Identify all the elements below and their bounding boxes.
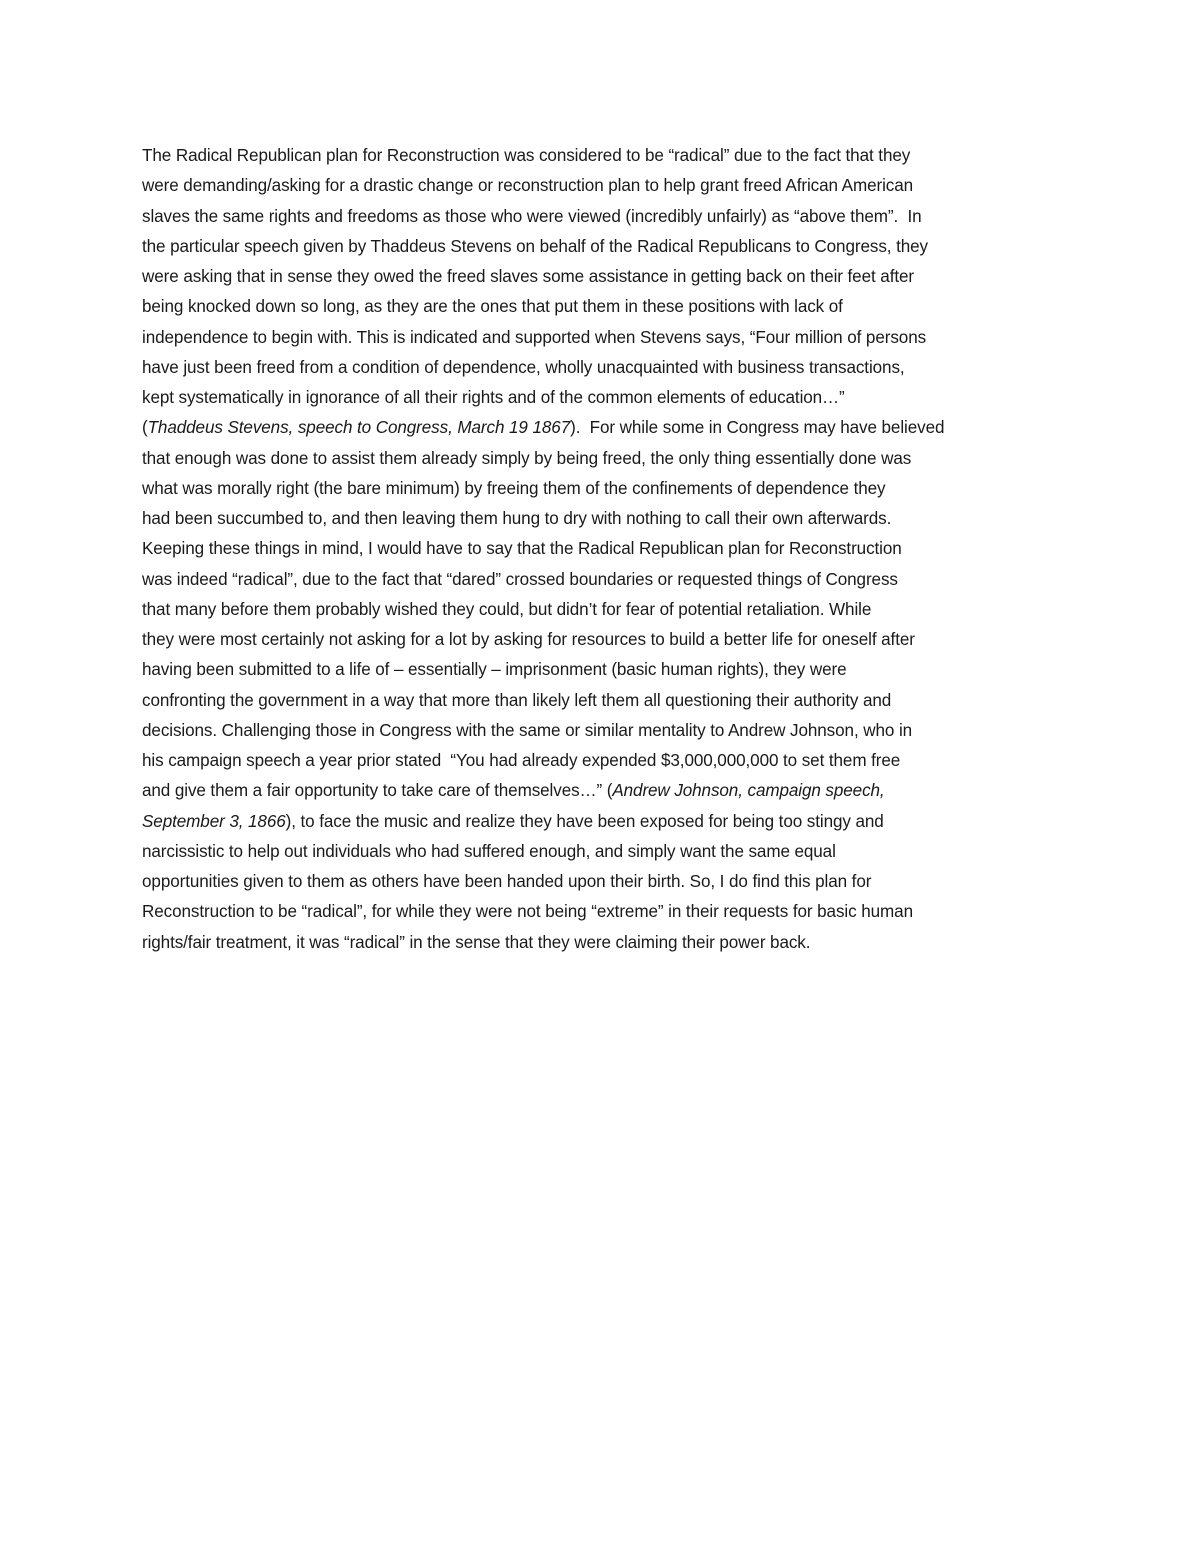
body-text: opportunities given to them as others have been handed upon their birth. So, I do find this plan for <box>142 872 872 891</box>
body-text: was indeed “radical”, due to the fact that “dared” crossed boundaries or requested things of Congress <box>142 569 898 589</box>
text-line <box>142 292 1082 322</box>
text-line <box>142 474 1082 504</box>
body-text: the particular speech given by Thaddeus Stevens on behalf of the Radical Republicans to Congress, they <box>142 236 928 256</box>
body-text: Keeping these things in mind, I would have to say that the Radical Republican plan for Reconstruction <box>142 539 902 559</box>
body-text: had been succumbed to, and then leaving them hung to dry with nothing to call their own afterwards. <box>142 509 892 528</box>
text-line <box>142 262 1082 292</box>
body-text: what was morally right (the bare minimum) by freeing them of the confinements of dependence they <box>142 478 886 498</box>
body-text: they were most certainly not asking for a lot by asking for resources to build a better life for oneself after <box>142 630 915 649</box>
body-text: were demanding/asking for a drastic change or reconstruction plan to help grant freed African American <box>142 176 914 196</box>
body-text: were asking that in sense they owed the freed slaves some assistance in getting back on their feet after <box>142 267 915 286</box>
text-line <box>142 323 1082 353</box>
text-line <box>142 655 1082 685</box>
essay-paragraph <box>142 141 1082 958</box>
text-line <box>142 534 1082 564</box>
text-line <box>142 353 1082 383</box>
text-line <box>142 897 1082 927</box>
body-text: decisions. Challenging those in Congress with the same or similar mentality to Andrew Johnson, who in <box>142 720 913 740</box>
body-text: independence to begin with. This is indicated and supported when Stevens says, “Four million of persons <box>142 327 927 347</box>
body-text: rights/fair treatment, it was “radical” in the sense that they were claiming their power back. <box>142 932 811 952</box>
text-line <box>142 171 1082 201</box>
body-text: ( <box>142 418 148 438</box>
citation-text: Andrew Johnson, campaign speech, <box>612 781 885 801</box>
text-line <box>142 776 1082 806</box>
text-line <box>142 202 1082 232</box>
text-line <box>142 928 1082 958</box>
body-text: Reconstruction to be “radical”, for while they were not being “extreme” in their requests for basic human <box>142 902 914 922</box>
citation-text: September 3, 1866 <box>142 811 286 831</box>
body-text: slaves the same rights and freedoms as those who were viewed (incredibly unfairly) as “above them”. In <box>142 206 922 226</box>
text-line <box>142 141 1082 171</box>
citation-text: Thaddeus Stevens, speech to Congress, March 19 1867 <box>147 418 571 438</box>
text-line <box>142 595 1082 625</box>
body-text: have just been freed from a condition of dependence, wholly unacquainted with business transactions, <box>142 357 905 377</box>
body-text: his campaign speech a year prior stated “You had already expended $3,000,000,000 to set them free <box>142 751 901 770</box>
text-line <box>142 686 1082 716</box>
body-text: that enough was done to assist them already simply by being freed, the only thing essentially done was <box>142 448 912 468</box>
body-text: The Radical Republican plan for Reconstruction was considered to be “radical” due to the fact that they <box>142 146 911 165</box>
body-text: ). For while some in Congress may have believed <box>570 418 945 438</box>
text-line <box>142 232 1082 262</box>
text-line <box>142 837 1082 867</box>
text-line <box>142 565 1082 595</box>
text-line <box>142 807 1082 837</box>
text-line <box>142 746 1082 776</box>
text-line <box>142 383 1082 413</box>
body-text: having been submitted to a life of – essentially – imprisonment (basic human rights), they were <box>142 660 847 680</box>
body-text: and give them a fair opportunity to take care of themselves…” ( <box>142 781 613 801</box>
body-text: ), to face the music and realize they have been exposed for being too stingy and <box>285 811 884 831</box>
body-text: confronting the government in a way that more than likely left them all questioning their authority and <box>142 690 892 710</box>
text-line <box>142 504 1082 534</box>
text-line <box>142 413 1082 443</box>
body-text: kept systematically in ignorance of all their rights and of the common elements of education…” <box>142 388 845 407</box>
text-line <box>142 716 1082 746</box>
text-line <box>142 625 1082 655</box>
body-text: that many before them probably wished they could, but didn’t for fear of potential retaliation. While <box>142 599 872 619</box>
text-line <box>142 444 1082 474</box>
body-text: being knocked down so long, as they are the ones that put them in these positions with lack of <box>142 297 843 317</box>
body-text: narcissistic to help out individuals who had suffered enough, and simply want the same equal <box>142 841 836 861</box>
text-line <box>142 867 1082 897</box>
